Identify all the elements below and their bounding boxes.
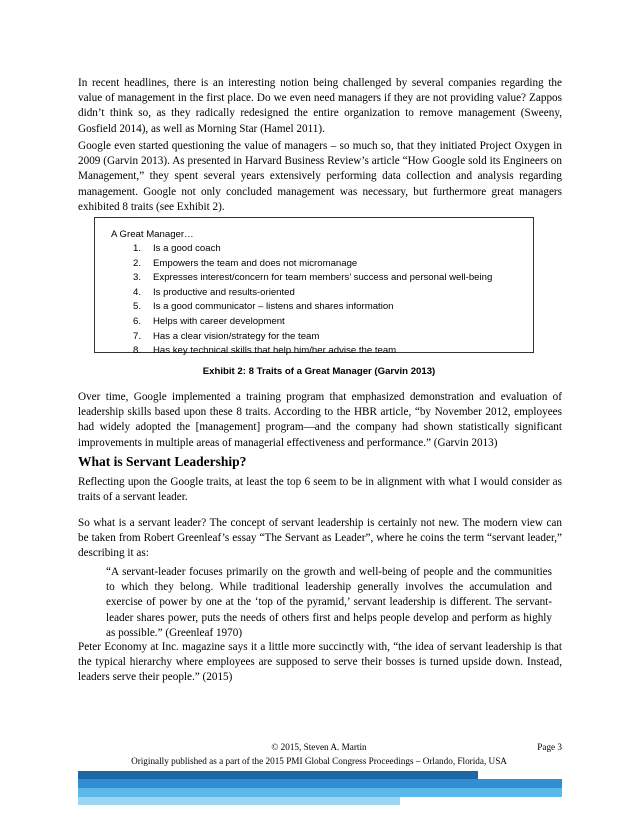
list-item-number: 7.	[132, 330, 141, 342]
list-item	[111, 271, 492, 286]
exhibit-caption: Exhibit 2: 8 Traits of a Great Manager (Garvin 2013)	[202, 366, 436, 377]
footer-page-number: Page 3	[537, 742, 562, 752]
list-item-number: 8.	[132, 345, 141, 357]
list-item-text: Helps with career development	[153, 315, 285, 327]
list-item	[111, 286, 492, 301]
footer-bar-dark	[78, 771, 478, 779]
paragraph-reflecting: Reflecting upon the Google traits, at least the top 6 seem to be in alignment with what I would consider as traits of a servant leader.	[78, 476, 562, 504]
list-item-text: Has key technical skills that help him/her advise the team	[153, 345, 397, 357]
paragraph-definition: So what is a servant leader? The concept of servant leadership is certainly not new. The modern view can be taken from Robert Greenleaf’s essay “The Servant as Leader”, where he coins the term “servant leader,” describing it as:	[78, 517, 562, 560]
footer-bar-pale	[78, 797, 400, 805]
traits-list	[111, 242, 492, 359]
list-item-number: 6.	[132, 315, 141, 327]
list-item-text: Is a good coach	[153, 243, 221, 254]
list-item	[111, 257, 492, 272]
section-heading: What is Servant Leadership?	[78, 454, 247, 469]
paragraph-economy: Peter Economy at Inc. magazine says it a little more succinctly with, “the idea of servant leadership is that the typical hierarchy where employees are supposed to serve their bosses is turned upside down. Instead, leaders serve their people.” (2015)	[78, 641, 562, 684]
exhibit-box	[94, 217, 534, 357]
list-item-text: Expresses interest/concern for team members’ success and personal well-being	[153, 272, 493, 284]
paragraph-training: Over time, Google implemented a training program that emphasized demonstration and evaluation of leadership skills based upon these 8 traits. According to the HBR article, “by November 2012, employees had widely adopted the [management] program—and the company had shown statistically significant improvements in multiple areas of managerial effectiveness and performance.” (Garvin 2013)	[78, 391, 562, 449]
footer-bar-light	[78, 788, 562, 797]
footer-copyright: © 2015, Steven A. Martin	[271, 742, 367, 752]
paragraph-google: Google even started questioning the value of managers – so much so, that they initiated Project Oxygen in 2009 (Garvin 2013). As presented in Harvard Business Review’s article “How Google sold its Engineers on Management,” they spent several years extensively performing data collection and analysis regarding management. Google not only concluded management was necessary, but furthermore great managers exhibited 8 traits (see Exhibit 2).	[78, 140, 562, 213]
list-item-number: 2.	[132, 257, 141, 269]
list-item	[111, 242, 492, 257]
list-item	[111, 300, 492, 315]
list-item-number: 1.	[132, 243, 141, 254]
list-item-text: Is a good communicator – listens and shares information	[153, 301, 394, 313]
list-item-text: Empowers the team and does not micromanage	[153, 257, 358, 269]
list-item-number: 3.	[132, 272, 141, 284]
greenleaf-quote: “A servant-leader focuses primarily on the growth and well-being of people and the communities to which they belong. While traditional leadership generally involves the accumulation and exercise of power by one at the ‘top of the pyramid,’ servant leadership is different. The servant-leader shares power, puts the needs of others first and helps people develop and perform as highly as possible.” (Greenleaf 1970)	[106, 566, 552, 639]
footer-bar-medium	[78, 779, 562, 788]
list-item	[111, 344, 492, 359]
list-item-text: Has a clear vision/strategy for the team	[153, 330, 320, 342]
list-item-number: 4.	[132, 286, 141, 298]
list-item-text: Is productive and results-oriented	[153, 286, 295, 298]
list-item-number: 5.	[132, 301, 141, 313]
paragraph-intro: In recent headlines, there is an interesting notion being challenged by several companies regarding the value of management in the first place. Do we even need managers if they are not providing value? Zappos didn’t think so, as they radically redesigned the entire organization to remove management (Sweeny, Gosfield 2014), as well as Morning Star (Hamel 2011).	[78, 77, 562, 135]
footer-publication-note: Originally published as a part of the 2015 PMI Global Congress Proceedings – Orlando, Florida, USA	[131, 756, 507, 766]
list-item	[111, 315, 492, 330]
exhibit-title: A Great Manager…	[111, 229, 194, 240]
list-item	[111, 330, 492, 345]
